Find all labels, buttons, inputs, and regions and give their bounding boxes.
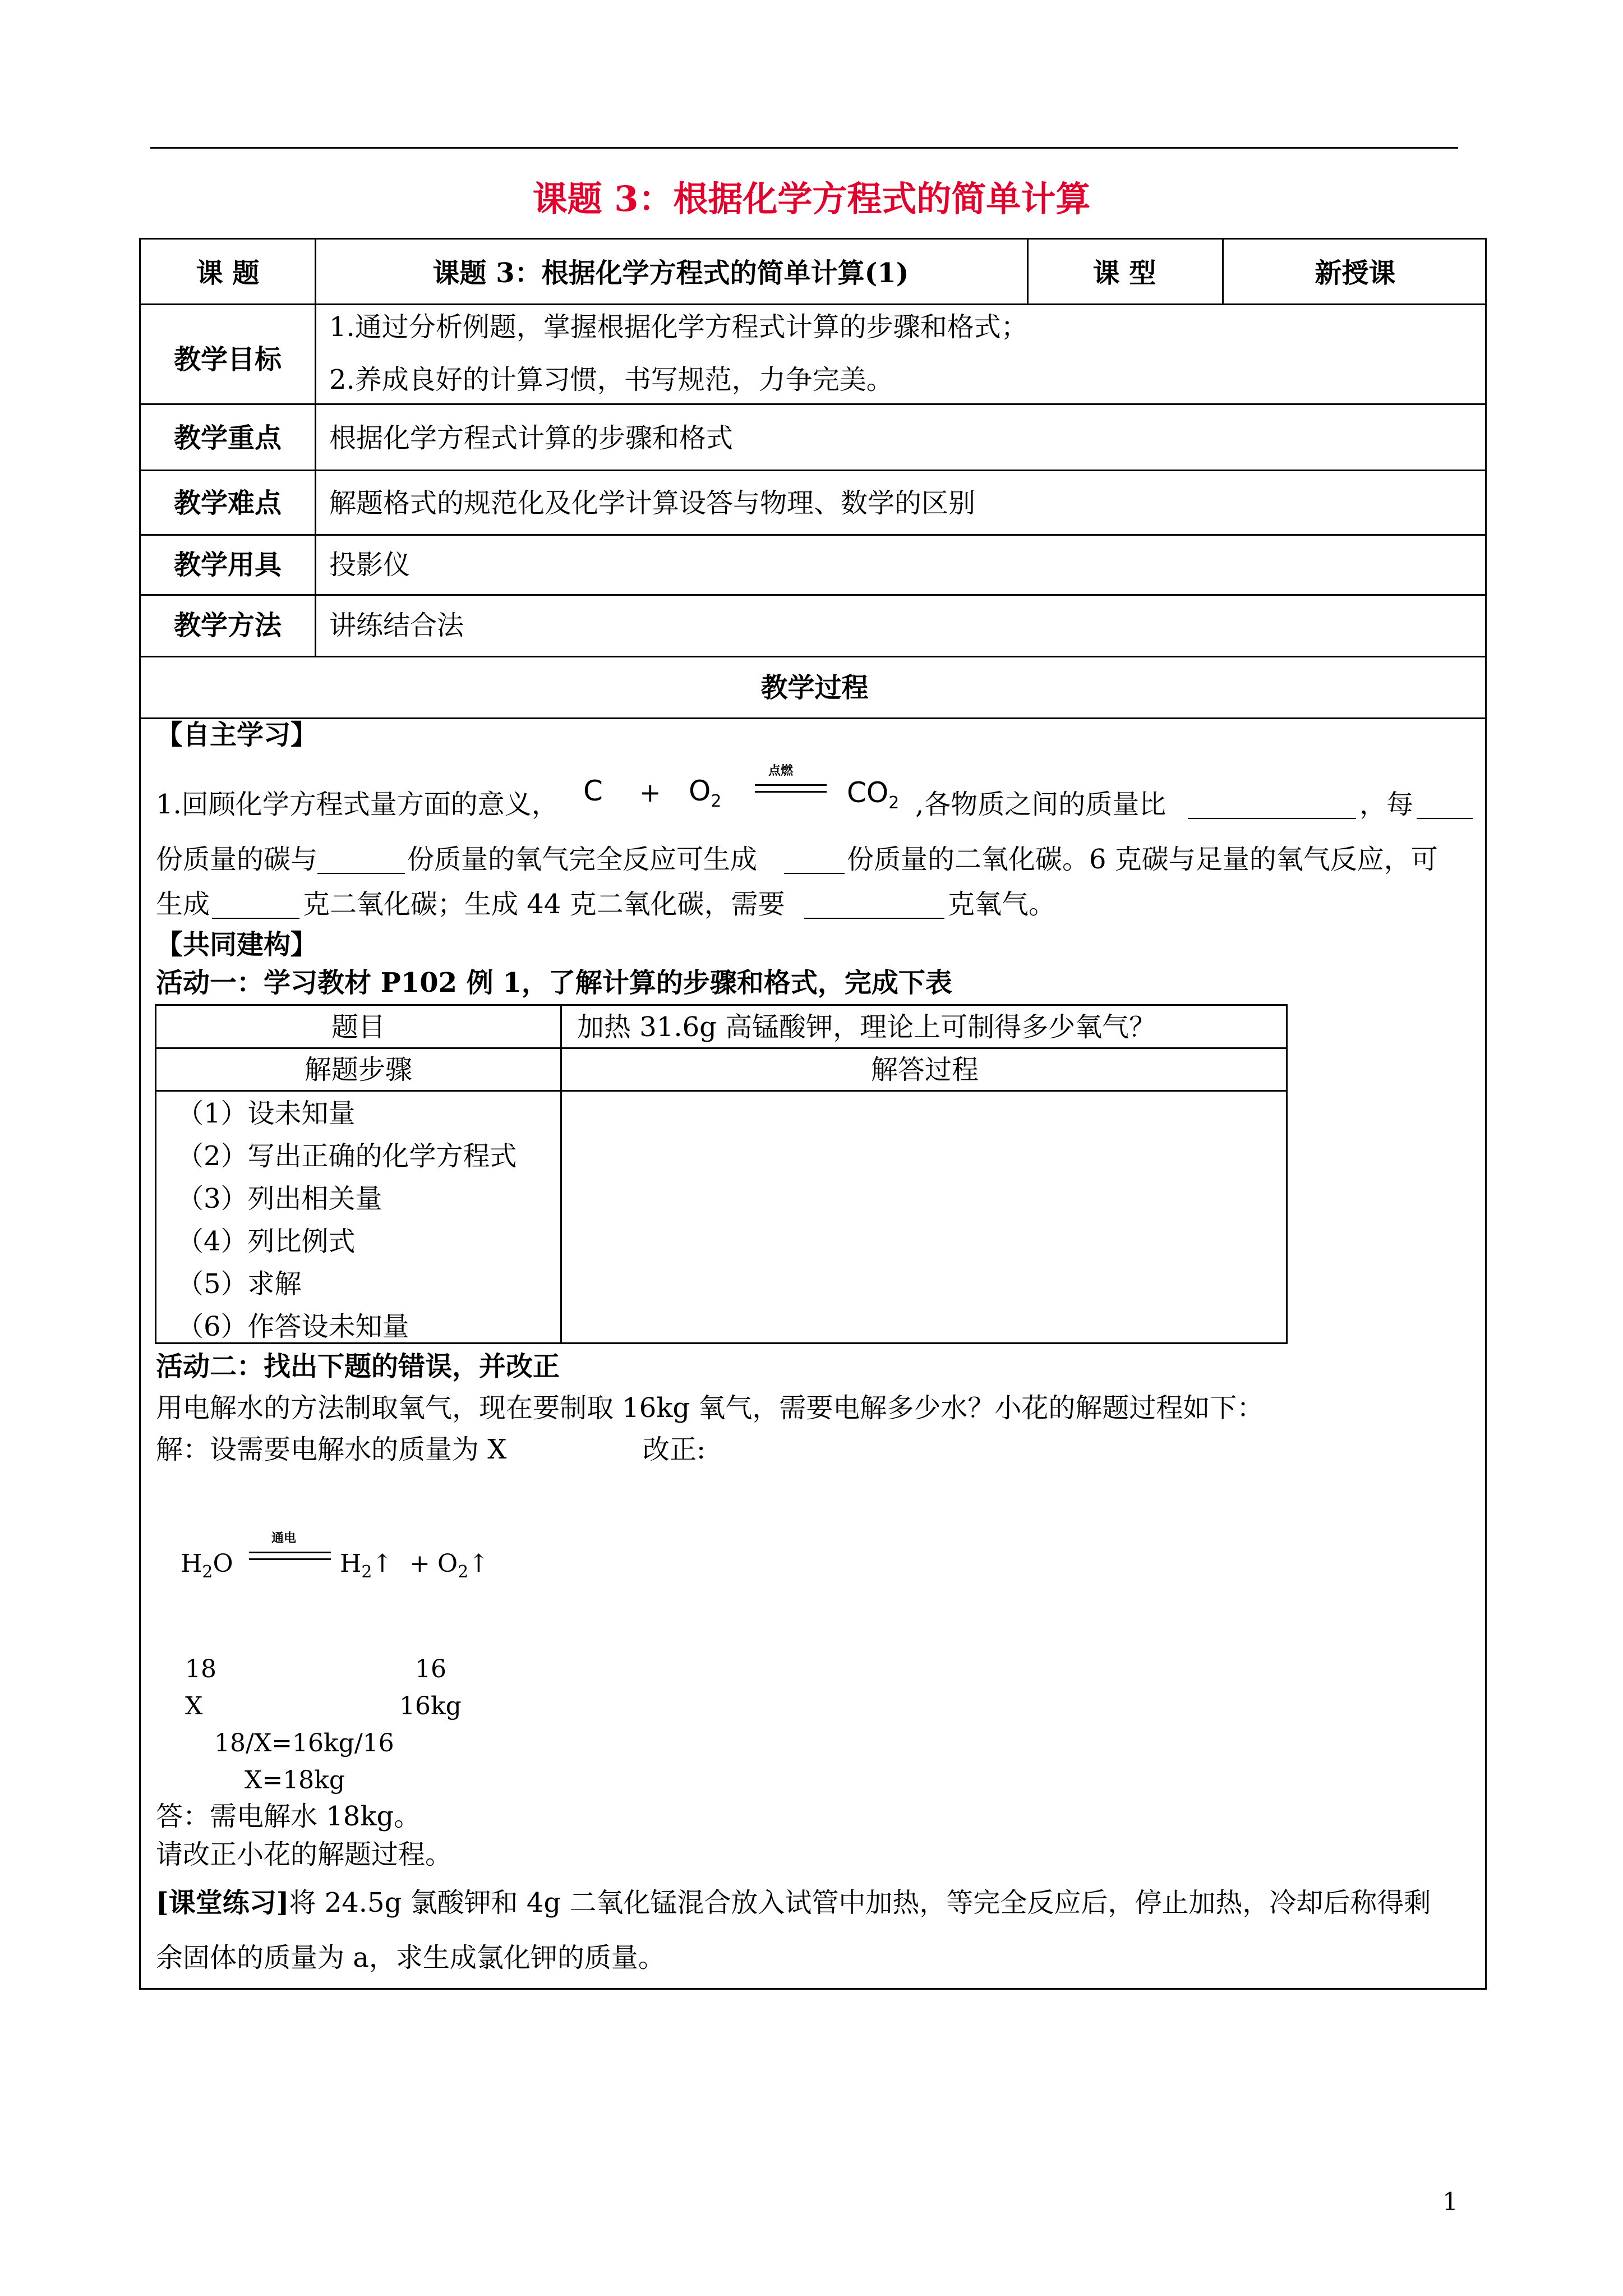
eq2-condition: 通电 <box>271 1531 297 1545</box>
step-2: （2）写出正确的化学方程式 <box>177 1140 517 1172</box>
eq-plus: + <box>639 777 661 808</box>
problem-text: 用电解水的方法制取氧气，现在要制取 16kg 氧气，需要电解多少水？小花的解题过程如下： <box>156 1392 1264 1424</box>
mass-oxygen: 16 <box>415 1655 446 1683</box>
row-divider <box>141 534 1485 536</box>
blank-oxygen-grams[interactable] <box>804 895 944 919</box>
eq2-hydrogen-sub: 2 <box>361 1562 372 1582</box>
practice-label: [课堂练习] <box>156 1887 289 1918</box>
q1-f: 生成 <box>156 889 210 920</box>
eq-condition: 点燃 <box>768 764 794 778</box>
eq2-oxygen-o: O <box>437 1549 458 1578</box>
method-value: 讲练结合法 <box>329 610 464 641</box>
steps-r1c2: 加热 31.6g 高锰酸钾，理论上可制得多少氧气？ <box>577 1011 1156 1043</box>
steps-r2c1: 解题步骤 <box>304 1054 412 1085</box>
goal-1: 1.通过分析例题，掌握根据化学方程式计算的步骤和格式； <box>329 311 1028 343</box>
q1-h: 克氧气。 <box>948 889 1056 920</box>
eq2-plus: + <box>409 1549 430 1578</box>
eq2-water-sub: 2 <box>202 1562 213 1582</box>
difficulty-label: 教学难点 <box>173 487 282 519</box>
col-divider <box>315 240 316 656</box>
row-divider <box>141 303 1485 305</box>
tools-label: 教学用具 <box>173 549 282 581</box>
steps-r1c1: 题目 <box>331 1011 385 1043</box>
eq-co2-subscript: 2 <box>888 793 900 813</box>
eq-co2 <box>847 776 900 813</box>
eq2-hydrogen <box>340 1549 393 1582</box>
q1-g: 克二氧化碳；生成 44 克二氧化碳，需要 <box>303 889 785 920</box>
blank-mass-ratio[interactable] <box>1188 795 1356 819</box>
process-heading: 教学过程 <box>760 672 869 703</box>
eq2-hydrogen-h: H <box>340 1549 362 1578</box>
solution-intro: 解：设需要电解水的质量为 X <box>156 1434 507 1465</box>
step-6: （6）作答设未知量 <box>177 1311 409 1342</box>
q1-e: 份质量的二氧化碳。6 克碳与足量的氧气反应，可 <box>847 844 1438 875</box>
blank-carbon-parts[interactable] <box>1417 795 1473 819</box>
eq-oxygen <box>689 777 721 810</box>
activity-1: 活动一：学习教材 P102 例 1，了解计算的步骤和格式，完成下表 <box>156 967 952 999</box>
page-title: 课题 3：根据化学方程式的简单计算 <box>532 178 1091 219</box>
practice-text-1: 将 24.5g 氯酸钾和 4g 二氧化锰混合放入试管中加热，等完全反应后，停止加热，冷却后称得剩 <box>289 1887 1431 1918</box>
unknown-x: X <box>185 1692 203 1720</box>
eq-line-bottom <box>755 791 827 793</box>
topic-value: 课题 3：根据化学方程式的简单计算(1) <box>432 257 909 289</box>
steps-row-divider <box>156 1047 1286 1049</box>
key-label: 教学重点 <box>173 422 282 454</box>
step-5: （5）求解 <box>177 1268 302 1300</box>
label-type: 课 型 <box>1092 257 1156 289</box>
eq2-oxygen <box>437 1549 490 1582</box>
row-divider <box>141 403 1485 405</box>
tools-value: 投影仪 <box>329 549 411 581</box>
step-4: （4）列比例式 <box>177 1226 356 1257</box>
eq2-oxygen-sub: 2 <box>458 1562 469 1582</box>
result: X=18kg <box>245 1766 345 1795</box>
page-number: 1 <box>1442 2188 1458 2216</box>
ask-correct: 请改正小花的解题过程。 <box>156 1839 453 1870</box>
up-arrow-icon: ↑ <box>468 1549 490 1578</box>
steps-table <box>155 1004 1288 1344</box>
row-divider <box>141 717 1485 719</box>
goals-label: 教学目标 <box>173 344 282 375</box>
q1-c: 份质量的碳与 <box>156 844 318 875</box>
eq-co2-symbol: CO <box>847 776 889 809</box>
ratio: 18/X=16kg/16 <box>214 1729 394 1757</box>
self-study-heading: 【自主学习】 <box>156 719 318 751</box>
row-divider <box>141 594 1485 596</box>
practice-line-1 <box>156 1889 1431 1916</box>
mass-water: 18 <box>185 1655 216 1683</box>
up-arrow-icon: ↑ <box>372 1549 393 1578</box>
co-build-heading: 【共同建构】 <box>156 929 318 960</box>
type-value: 新授课 <box>1315 257 1396 289</box>
blank-co2-grams[interactable] <box>212 895 299 919</box>
given-oxygen: 16kg <box>399 1692 462 1720</box>
eq2-water-h: H <box>181 1549 202 1578</box>
eq-oxygen-symbol: O <box>689 775 711 807</box>
eq-line-top <box>755 784 827 786</box>
row-divider <box>141 656 1485 657</box>
label-topic: 课 题 <box>196 257 260 289</box>
steps-row-divider <box>156 1090 1286 1092</box>
eq-oxygen-subscript: 2 <box>711 792 722 811</box>
header-rule <box>150 147 1458 149</box>
answer-area[interactable] <box>562 1092 1286 1342</box>
q1-b: ，每 <box>1359 789 1414 820</box>
q1-a: ,各物质之间的质量比 <box>915 789 1166 820</box>
eq2-line-bottom <box>249 1558 331 1560</box>
steps-r2c2: 解答过程 <box>870 1054 979 1085</box>
blank-co2-parts[interactable] <box>784 850 845 874</box>
correct-label: 改正: <box>643 1434 706 1465</box>
activity-2: 活动二：找出下题的错误，并改正 <box>156 1351 560 1382</box>
step-1: （1）设未知量 <box>177 1098 356 1129</box>
step-3: （3）列出相关量 <box>177 1183 382 1214</box>
q1-d: 份质量的氧气完全反应可生成 <box>407 844 758 875</box>
method-label: 教学方法 <box>173 610 282 641</box>
key-value: 根据化学方程式计算的步骤和格式 <box>329 422 734 454</box>
difficulty-value: 解题格式的规范化及化学计算设答与物理、数学的区别 <box>329 487 976 519</box>
eq2-water-o: O <box>213 1549 233 1578</box>
answer-text: 答：需电解水 18kg。 <box>156 1801 421 1832</box>
eq2-water <box>181 1549 233 1582</box>
goal-2: 2.养成良好的计算习惯，书写规范，力争完美。 <box>329 364 893 395</box>
practice-text-2: 余固体的质量为 a，求生成氯化钾的质量。 <box>156 1942 665 1973</box>
eq2-line-top <box>249 1552 331 1553</box>
q1-intro: 1.回顾化学方程式量方面的意义， <box>156 789 559 820</box>
row-divider <box>141 470 1485 471</box>
blank-oxygen-parts[interactable] <box>317 850 405 874</box>
eq-carbon: C <box>583 775 603 807</box>
